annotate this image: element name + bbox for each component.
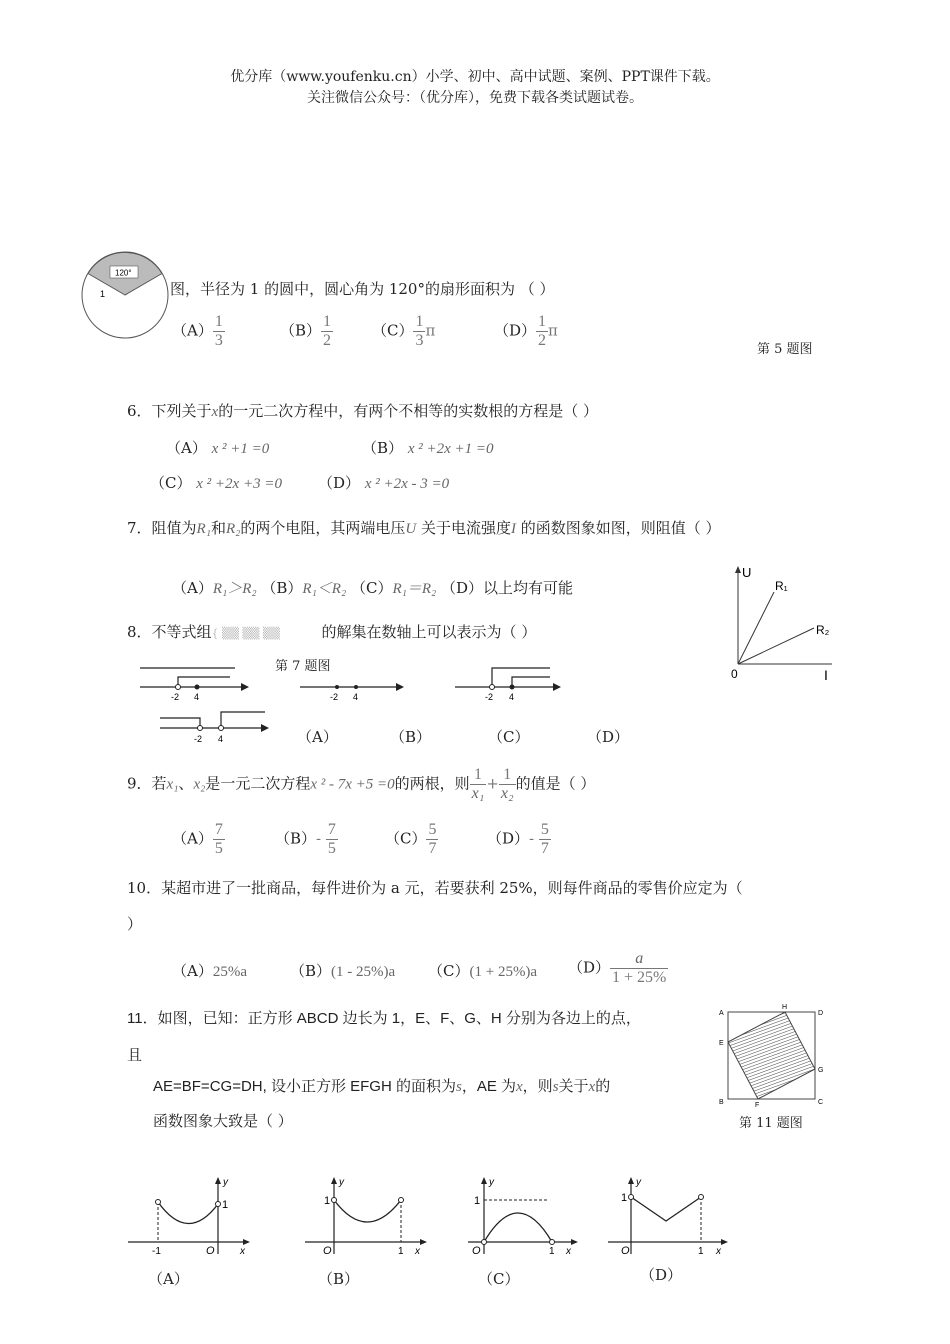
q9-option-c: （C） $\frac{5}{7}$: [385, 821, 437, 857]
q8-option-b: （B）: [390, 728, 432, 746]
q7-stem: 7．阻值为R₁和R₂的两个电阻，其两端电压U 关于电流强度I 的函数图象如图，则阻值（ ）: [127, 519, 721, 537]
q11-option-c: （C）: [478, 1270, 520, 1288]
q9-option-d: （D）- $\frac{5}{7}$: [487, 821, 549, 857]
q11-b-one-x: 1: [398, 1246, 404, 1257]
q11-line-2: 且: [127, 1046, 143, 1064]
q5-option-b: （B） $\frac{1}{2}$: [280, 313, 332, 349]
q6-option-d: （D） x ² +2x - 3 =0: [318, 474, 450, 492]
q11-line-1: 11．如图，已知：正方形 ABCD 边长为 1，E、F、G、H 分别为各边上的点，: [127, 1010, 641, 1027]
q11-option-d: （D）: [640, 1266, 683, 1284]
q7-x-label: I: [824, 667, 828, 683]
q5-radius-label: 1: [100, 289, 106, 299]
q11-label-d: D: [818, 1010, 824, 1017]
q7-options: （A）R₁＞R₂ （B）R₁＜R₂ （C）R₁＝R₂ （D）以上均有可能: [172, 579, 574, 597]
q8-number-line-top-left: [140, 662, 250, 702]
q10-option-a: （A）25%a: [172, 962, 247, 980]
q8-number-line-b: [300, 662, 410, 702]
q10-stem-cont: ）: [127, 915, 143, 933]
q11-c-one: 1: [474, 1195, 481, 1207]
q8-number-line-c: [455, 662, 565, 702]
header-line-2: 关注微信公众号：（优分库），免费下载各类试题试卷。: [307, 90, 643, 106]
q6-option-b: （B） x ² +2x +1 =0: [362, 439, 494, 457]
q11-d-one: 1: [621, 1192, 628, 1204]
q11-d-o: O: [621, 1245, 630, 1257]
q5-option-a: （A） $\frac{1}{3}$: [172, 313, 223, 349]
q6-stem: 6．下列关于x的一元二次方程中，有两个不相等的实数根的方程是（ ）: [127, 402, 598, 420]
q11-line-3: AE=BF=CG=DH, 设小正方形 EFGH 的面积为s，AE 为x，则s关于x的: [153, 1078, 611, 1095]
q11-label-a: A: [719, 1010, 724, 1017]
q11-label-g: G: [818, 1067, 824, 1074]
q11-a-one: 1: [222, 1199, 229, 1211]
q5-option-c: （C） $\frac{1}{3}$ π: [372, 313, 436, 349]
q11-b-y: y: [339, 1177, 344, 1188]
q11-graph-c: [468, 1172, 583, 1257]
q11-label-h: H: [782, 1004, 788, 1011]
q11-fig-caption: 第 11 题图: [739, 1116, 803, 1131]
q11-c-y: y: [489, 1177, 494, 1188]
q7-y-label: U: [742, 565, 752, 580]
q11-d-one-x: 1: [698, 1246, 704, 1257]
q8-tick-4: 4: [194, 692, 200, 702]
q7-fig-caption: 第 7 题图: [275, 659, 331, 674]
q11-d-y: y: [636, 1177, 641, 1188]
q11-square-figure: [718, 1005, 828, 1110]
q8-tick-4: 4: [353, 692, 359, 702]
q11-a-y: y: [223, 1177, 228, 1188]
q11-a-o: O: [206, 1245, 215, 1257]
q5-option-d: （D） $\frac{1}{2}$ π: [494, 313, 558, 349]
q11-d-x: x: [716, 1246, 721, 1257]
q8-option-d: （D）: [587, 728, 630, 746]
q6-option-a: （A） x ² +1 =0: [166, 439, 270, 457]
q7-r2-label: R₂: [816, 623, 830, 637]
q7-origin: 0: [731, 667, 738, 681]
q10-option-c: （C）(1 + 25%)a: [428, 962, 538, 980]
q9-option-a: （A） $\frac{7}{5}$: [172, 821, 223, 857]
q10-option-b: （B）(1 - 25%)a: [290, 962, 396, 980]
q11-c-one-x: 1: [549, 1246, 555, 1257]
q7-r1-label: R₁: [775, 579, 788, 593]
q8-stem: 8．不等式组{ ▒▒ ▒▒ ▒▒ 的解集在数轴上可以表示为（ ）: [127, 623, 537, 641]
q5-fig-caption: 第 5 题图: [757, 342, 813, 357]
q11-graph-a: [128, 1172, 253, 1257]
q11-b-one: 1: [324, 1195, 331, 1207]
q5-angle-label: 120°: [115, 268, 132, 278]
q7-graph: [728, 562, 838, 682]
q11-option-b: （B）: [318, 1270, 360, 1288]
q11-graph-d: [608, 1172, 733, 1257]
q11-label-c: C: [818, 1099, 824, 1106]
q8-tick-neg2: -2: [485, 692, 494, 702]
q8-option-c: （C）: [488, 728, 530, 746]
q11-option-a: （A）: [148, 1270, 189, 1288]
q11-c-x: x: [566, 1246, 571, 1257]
q5-stem: 图，半径为 1 的圆中，圆心角为 120°的扇形面积为 （ ）: [170, 280, 555, 298]
q11-b-x: x: [415, 1246, 420, 1257]
q11-a-neg1: -1: [152, 1246, 161, 1257]
q8-tick-4: 4: [509, 692, 515, 702]
q8-tick-neg2: -2: [194, 734, 203, 744]
q8-tick-neg2: -2: [171, 692, 180, 702]
q11-label-e: E: [719, 1040, 724, 1047]
q10-stem: 10．某超市进了一批商品，每件进价为 a 元，若要获利 25%，则每件商品的零售价应定为（: [127, 879, 743, 897]
q8-number-line-bottom: [160, 708, 275, 748]
q5-circle-figure: [80, 252, 180, 342]
q8-option-a: （A）: [297, 728, 338, 746]
q8-tick-neg2: -2: [330, 692, 339, 702]
q8-tick-4: 4: [218, 734, 224, 744]
q9-option-b: （B）- $\frac{7}{5}$: [275, 821, 336, 857]
q10-option-d: （D） $\frac{a}{1 + 25\%}$: [568, 950, 667, 986]
q9-stem: 9．若x₁、x₂是一元二次方程x ² - 7x +5 =0的两根，则 $\frac{1}{\text{x₁}}$ + $\frac{1}{\text{x₂}}$ 的值是（ ）: [127, 766, 596, 802]
q11-label-f: F: [755, 1102, 760, 1109]
q11-c-o: O: [472, 1245, 481, 1257]
q11-a-x: x: [240, 1246, 245, 1257]
q11-b-o: O: [323, 1245, 332, 1257]
q11-label-b: B: [719, 1099, 724, 1106]
header-line-1: 优分库（www.youfenku.cn）小学、初中、高中试题、案例、PPT课件下载。: [230, 69, 720, 85]
q6-option-c: （C） x ² +2x +3 =0: [150, 474, 282, 492]
q11-line-4: 函数图象大致是（ ）: [153, 1112, 293, 1130]
q11-graph-b: [305, 1172, 430, 1257]
